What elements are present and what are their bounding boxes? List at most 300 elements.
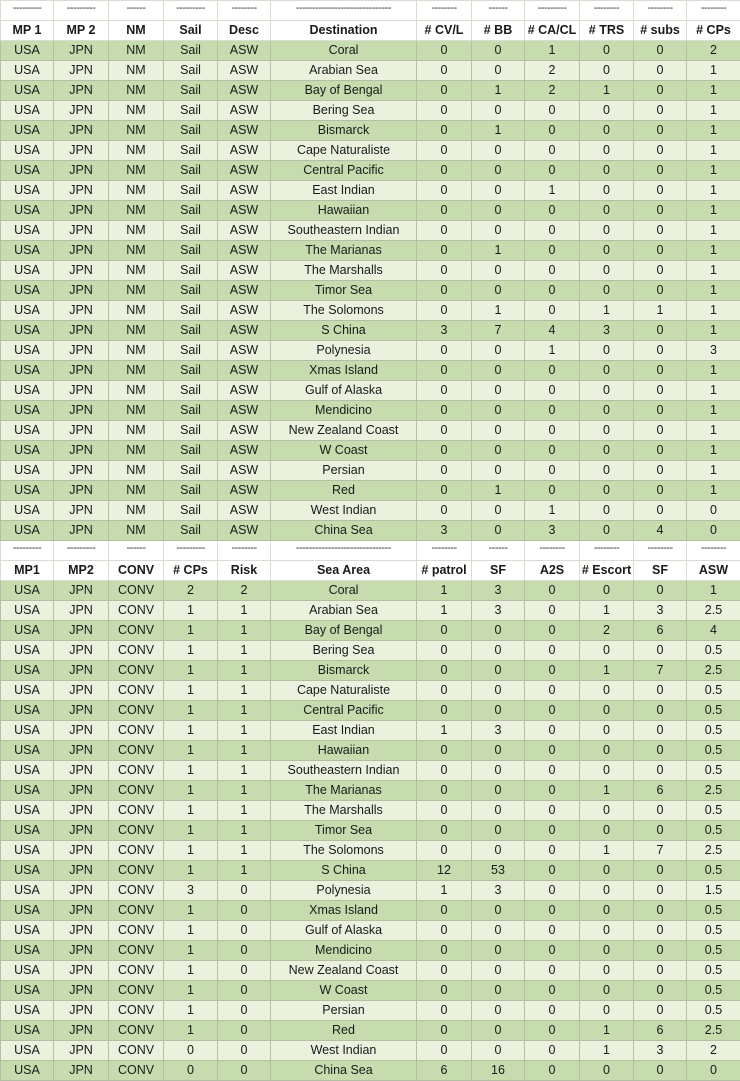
separator-cell: --------	[580, 541, 634, 561]
table-cell: CONV	[109, 601, 164, 621]
table-cell: Sail	[164, 401, 218, 421]
table-cell: 0	[525, 961, 580, 981]
table-cell: NM	[109, 281, 164, 301]
table-cell: 1	[164, 721, 218, 741]
table-cell: USA	[1, 241, 54, 261]
table-cell: 1	[164, 921, 218, 941]
table-cell: CONV	[109, 1041, 164, 1061]
table-cell: 1	[218, 861, 271, 881]
table-cell: ASW	[218, 521, 271, 541]
table-cell: 1	[417, 581, 472, 601]
table-cell: JPN	[54, 961, 109, 981]
table-cell: 1	[218, 701, 271, 721]
table-cell: ASW	[218, 501, 271, 521]
table-cell: 0	[580, 1061, 634, 1081]
table-cell: 0	[417, 401, 472, 421]
table-cell: USA	[1, 181, 54, 201]
separator-cell: ------------------------------	[271, 1, 417, 21]
table-cell: 0	[164, 1061, 218, 1081]
table-cell: 0	[525, 1061, 580, 1081]
table-cell: 1	[164, 641, 218, 661]
table-cell: CONV	[109, 1061, 164, 1081]
table-cell: JPN	[54, 181, 109, 201]
table-cell: NM	[109, 241, 164, 261]
table-cell: 0	[472, 641, 525, 661]
table-cell: 1.5	[687, 881, 740, 901]
separator-cell: --------	[634, 541, 687, 561]
table-cell: 0	[417, 421, 472, 441]
table-cell: 1	[472, 301, 525, 321]
table-cell: JPN	[54, 221, 109, 241]
table-cell: 0	[525, 701, 580, 721]
table-cell: JPN	[54, 261, 109, 281]
table-cell: 0.5	[687, 821, 740, 841]
table-cell: The Marshalls	[271, 261, 417, 281]
table-cell: JPN	[54, 121, 109, 141]
table-cell: 7	[472, 321, 525, 341]
table-cell: 0.5	[687, 1001, 740, 1021]
table-cell: 0	[634, 141, 687, 161]
table-cell: 0	[525, 801, 580, 821]
table-row	[1, 1061, 740, 1081]
table-cell: 0	[472, 201, 525, 221]
column-header: MP 2	[54, 21, 109, 41]
table-cell: Arabian Sea	[271, 601, 417, 621]
table-cell: JPN	[54, 901, 109, 921]
table-cell: JPN	[54, 1001, 109, 1021]
section1-separator-row	[1, 1, 740, 21]
table-cell: 0	[525, 161, 580, 181]
table-cell: USA	[1, 1001, 54, 1021]
table-cell: 1	[417, 601, 472, 621]
table-cell: 0	[580, 121, 634, 141]
table-cell: 1	[472, 121, 525, 141]
table-cell: 0	[417, 701, 472, 721]
table-cell: 1	[687, 481, 740, 501]
table-cell: JPN	[54, 1061, 109, 1081]
table-cell: 7	[634, 841, 687, 861]
table-cell: 2	[218, 581, 271, 601]
table-cell: 0	[417, 241, 472, 261]
table-cell: 0.5	[687, 901, 740, 921]
table-cell: 0	[525, 821, 580, 841]
table-cell: 0	[472, 521, 525, 541]
table-cell: 1	[472, 81, 525, 101]
table-cell: JPN	[54, 641, 109, 661]
table-cell: 0	[417, 1041, 472, 1061]
table-cell: 2.5	[687, 661, 740, 681]
table-cell: 0	[218, 1021, 271, 1041]
table-cell: 1	[580, 81, 634, 101]
table-row	[1, 121, 740, 141]
table-cell: The Marianas	[271, 781, 417, 801]
table-cell: 0	[472, 401, 525, 421]
table-cell: 0	[634, 721, 687, 741]
table-cell: 0	[164, 1041, 218, 1061]
table-cell: 0	[580, 721, 634, 741]
table-cell: 3	[417, 521, 472, 541]
table-cell: 0	[472, 461, 525, 481]
column-header: ASW	[687, 561, 740, 581]
table-cell: 0	[525, 401, 580, 421]
table-cell: JPN	[54, 461, 109, 481]
table-cell: 0	[634, 481, 687, 501]
table-row	[1, 41, 740, 61]
table-cell: Timor Sea	[271, 821, 417, 841]
table-cell: ASW	[218, 301, 271, 321]
table-cell: 1	[218, 681, 271, 701]
separator-cell: --------	[687, 1, 740, 21]
table-cell: 0	[525, 221, 580, 241]
table-cell: 0	[417, 201, 472, 221]
table-cell: 0	[417, 941, 472, 961]
table-cell: 0	[634, 921, 687, 941]
table-cell: 4	[525, 321, 580, 341]
table-cell: Persian	[271, 1001, 417, 1021]
table-cell: 0	[634, 501, 687, 521]
table-cell: 16	[472, 1061, 525, 1081]
table-cell: USA	[1, 1041, 54, 1061]
table-cell: JPN	[54, 281, 109, 301]
column-header: # patrol	[417, 561, 472, 581]
table-cell: 0	[634, 1061, 687, 1081]
table-cell: NM	[109, 81, 164, 101]
table-cell: ASW	[218, 201, 271, 221]
table-cell: CONV	[109, 901, 164, 921]
table-cell: 0	[634, 341, 687, 361]
table-cell: ASW	[218, 181, 271, 201]
table-cell: Central Pacific	[271, 701, 417, 721]
table-cell: 0	[417, 801, 472, 821]
table-cell: 0	[417, 621, 472, 641]
table-cell: 0	[634, 281, 687, 301]
table-cell: 0	[634, 161, 687, 181]
table-cell: 1	[164, 781, 218, 801]
table-cell: NM	[109, 521, 164, 541]
table-cell: 0	[417, 481, 472, 501]
table-cell: 1	[580, 1041, 634, 1061]
table-cell: NM	[109, 221, 164, 241]
table-cell: 0	[417, 681, 472, 701]
table-cell: 0	[472, 281, 525, 301]
separator-cell: --------	[634, 1, 687, 21]
table-cell: USA	[1, 501, 54, 521]
table-cell: Sail	[164, 61, 218, 81]
table-cell: USA	[1, 441, 54, 461]
table-cell: 1	[218, 621, 271, 641]
table-cell: 0	[580, 261, 634, 281]
table-cell: 0	[580, 341, 634, 361]
table-cell: JPN	[54, 921, 109, 941]
table-cell: 6	[634, 621, 687, 641]
column-header: # subs	[634, 21, 687, 41]
table-cell: The Solomons	[271, 841, 417, 861]
table-row	[1, 1041, 740, 1061]
table-cell: 0	[417, 501, 472, 521]
table-cell: USA	[1, 581, 54, 601]
table-cell: 0	[472, 441, 525, 461]
table-cell: 0	[525, 681, 580, 701]
table-cell: 0	[417, 961, 472, 981]
table-cell: USA	[1, 961, 54, 981]
table-cell: Sail	[164, 421, 218, 441]
table-cell: 0	[580, 401, 634, 421]
table-cell: 0	[634, 321, 687, 341]
table-row	[1, 881, 740, 901]
table-cell: JPN	[54, 861, 109, 881]
table-cell: 0	[472, 161, 525, 181]
table-cell: 2	[687, 41, 740, 61]
table-cell: 0	[472, 781, 525, 801]
table-cell: 7	[634, 661, 687, 681]
table-cell: 0	[525, 641, 580, 661]
table-cell: 0	[580, 201, 634, 221]
section1-header-row	[1, 21, 740, 41]
table-row	[1, 521, 740, 541]
table-row	[1, 861, 740, 881]
table-cell: Mendicino	[271, 941, 417, 961]
separator-cell: --------	[525, 541, 580, 561]
table-cell: NM	[109, 101, 164, 121]
table-cell: 1	[218, 821, 271, 841]
table-row	[1, 1001, 740, 1021]
table-cell: JPN	[54, 741, 109, 761]
table-cell: Gulf of Alaska	[271, 921, 417, 941]
table-cell: 2	[525, 61, 580, 81]
table-cell: USA	[1, 361, 54, 381]
table-cell: 1	[218, 721, 271, 741]
table-cell: 0	[525, 281, 580, 301]
table-cell: 1	[218, 661, 271, 681]
table-row	[1, 301, 740, 321]
table-cell: 1	[687, 241, 740, 261]
column-header: Destination	[271, 21, 417, 41]
table-cell: 0	[417, 361, 472, 381]
table-cell: 0	[417, 781, 472, 801]
table-cell: 0	[417, 661, 472, 681]
table-cell: 1	[687, 181, 740, 201]
table-cell: USA	[1, 301, 54, 321]
table-cell: Southeastern Indian	[271, 221, 417, 241]
table-cell: Hawaiian	[271, 741, 417, 761]
table-cell: 0	[417, 981, 472, 1001]
table-cell: 0	[525, 461, 580, 481]
table-row	[1, 341, 740, 361]
table-cell: 0	[417, 261, 472, 281]
table-cell: Red	[271, 481, 417, 501]
table-cell: 0	[634, 701, 687, 721]
table-cell: CONV	[109, 681, 164, 701]
table-cell: 0.5	[687, 701, 740, 721]
table-cell: 1	[417, 881, 472, 901]
table-cell: 0	[472, 41, 525, 61]
table-cell: ASW	[218, 81, 271, 101]
table-cell: Coral	[271, 581, 417, 601]
table-cell: Timor Sea	[271, 281, 417, 301]
separator-cell: --------	[218, 541, 271, 561]
table-row	[1, 221, 740, 241]
table-cell: 0.5	[687, 961, 740, 981]
table-cell: 0	[472, 341, 525, 361]
table-cell: 0	[525, 441, 580, 461]
table-cell: NM	[109, 421, 164, 441]
table-cell: 0	[580, 221, 634, 241]
table-cell: 0	[417, 901, 472, 921]
table-cell: 0	[218, 901, 271, 921]
table-cell: 2	[687, 1041, 740, 1061]
table-row	[1, 581, 740, 601]
column-header: MP2	[54, 561, 109, 581]
table-cell: Xmas Island	[271, 901, 417, 921]
table-cell: CONV	[109, 801, 164, 821]
table-cell: ASW	[218, 41, 271, 61]
table-cell: 0	[525, 1001, 580, 1021]
table-cell: 0	[634, 761, 687, 781]
table-cell: China Sea	[271, 1061, 417, 1081]
table-cell: Persian	[271, 461, 417, 481]
table-cell: 0	[218, 961, 271, 981]
table-cell: 0	[525, 241, 580, 261]
table-cell: USA	[1, 141, 54, 161]
table-cell: 0	[580, 241, 634, 261]
separator-cell: --------	[218, 1, 271, 21]
table-cell: 0	[580, 421, 634, 441]
table-cell: CONV	[109, 961, 164, 981]
table-cell: JPN	[54, 701, 109, 721]
separator-cell: ---------	[525, 1, 580, 21]
table-cell: Bering Sea	[271, 641, 417, 661]
table-cell: 0	[218, 1061, 271, 1081]
table-cell: 0	[525, 721, 580, 741]
table-cell: 0	[634, 801, 687, 821]
table-cell: New Zealand Coast	[271, 961, 417, 981]
table-cell: 0	[525, 381, 580, 401]
table-cell: 0	[580, 801, 634, 821]
table-cell: 0	[417, 301, 472, 321]
table-cell: 0	[472, 361, 525, 381]
table-cell: 0	[687, 521, 740, 541]
table-cell: Sail	[164, 361, 218, 381]
table-cell: ASW	[218, 441, 271, 461]
separator-cell: ------------------------------	[271, 541, 417, 561]
table-cell: ASW	[218, 401, 271, 421]
table-cell: 3	[687, 341, 740, 361]
table-cell: CONV	[109, 621, 164, 641]
table-cell: CONV	[109, 841, 164, 861]
table-cell: JPN	[54, 421, 109, 441]
table-row	[1, 661, 740, 681]
table-cell: NM	[109, 401, 164, 421]
table-cell: 3	[580, 321, 634, 341]
table-cell: 0	[417, 221, 472, 241]
table-cell: 0	[580, 461, 634, 481]
table-cell: 0.5	[687, 721, 740, 741]
table-cell: 0	[525, 841, 580, 861]
separator-cell: ---------	[1, 1, 54, 21]
table-cell: 0	[472, 801, 525, 821]
table-cell: 0	[472, 421, 525, 441]
table-cell: Bismarck	[271, 121, 417, 141]
table-cell: 0	[472, 501, 525, 521]
table-cell: 1	[472, 241, 525, 261]
table-cell: 0	[472, 821, 525, 841]
table-row	[1, 101, 740, 121]
table-cell: Sail	[164, 141, 218, 161]
table-cell: 0	[580, 681, 634, 701]
table-row	[1, 261, 740, 281]
table-cell: 1	[525, 181, 580, 201]
table-cell: JPN	[54, 241, 109, 261]
table-cell: 3	[472, 721, 525, 741]
table-cell: Polynesia	[271, 341, 417, 361]
table-cell: ASW	[218, 481, 271, 501]
table-cell: 2	[580, 621, 634, 641]
table-cell: 1	[687, 441, 740, 461]
table-cell: 0	[580, 761, 634, 781]
table-cell: 0	[417, 921, 472, 941]
table-cell: NM	[109, 181, 164, 201]
table-cell: 0	[417, 141, 472, 161]
table-cell: 3	[472, 881, 525, 901]
table-cell: CONV	[109, 1021, 164, 1041]
table-cell: 1	[164, 621, 218, 641]
table-cell: USA	[1, 321, 54, 341]
table-row	[1, 481, 740, 501]
table-cell: Sail	[164, 481, 218, 501]
table-cell: Hawaiian	[271, 201, 417, 221]
table-cell: Sail	[164, 221, 218, 241]
table-cell: JPN	[54, 721, 109, 741]
table-cell: 0	[525, 661, 580, 681]
table-cell: 0	[634, 441, 687, 461]
table-row	[1, 641, 740, 661]
column-header: Sea Area	[271, 561, 417, 581]
table-cell: 0	[417, 1021, 472, 1041]
table-cell: 1	[687, 101, 740, 121]
table-cell: USA	[1, 201, 54, 221]
table-cell: Sail	[164, 181, 218, 201]
table-cell: 0	[634, 741, 687, 761]
table-cell: 1	[687, 461, 740, 481]
table-cell: 1	[687, 221, 740, 241]
table-cell: NM	[109, 121, 164, 141]
section2-separator-row	[1, 541, 740, 561]
table-cell: 0	[472, 941, 525, 961]
table-cell: JPN	[54, 841, 109, 861]
table-row	[1, 441, 740, 461]
table-cell: USA	[1, 821, 54, 841]
table-cell: 0	[525, 1041, 580, 1061]
table-cell: 0	[634, 681, 687, 701]
table-cell: 0	[525, 101, 580, 121]
table-cell: Cape Naturaliste	[271, 141, 417, 161]
table-cell: CONV	[109, 761, 164, 781]
table-cell: New Zealand Coast	[271, 421, 417, 441]
table-cell: 0	[525, 941, 580, 961]
table-cell: NM	[109, 61, 164, 81]
table-cell: 0	[525, 741, 580, 761]
table-cell: 0.5	[687, 641, 740, 661]
table-cell: CONV	[109, 861, 164, 881]
table-cell: CONV	[109, 941, 164, 961]
table-cell: 0	[580, 741, 634, 761]
table-cell: CONV	[109, 721, 164, 741]
table-cell: 3	[472, 581, 525, 601]
table-row	[1, 161, 740, 181]
table-cell: NM	[109, 161, 164, 181]
table-cell: 0	[472, 1021, 525, 1041]
table-row	[1, 361, 740, 381]
